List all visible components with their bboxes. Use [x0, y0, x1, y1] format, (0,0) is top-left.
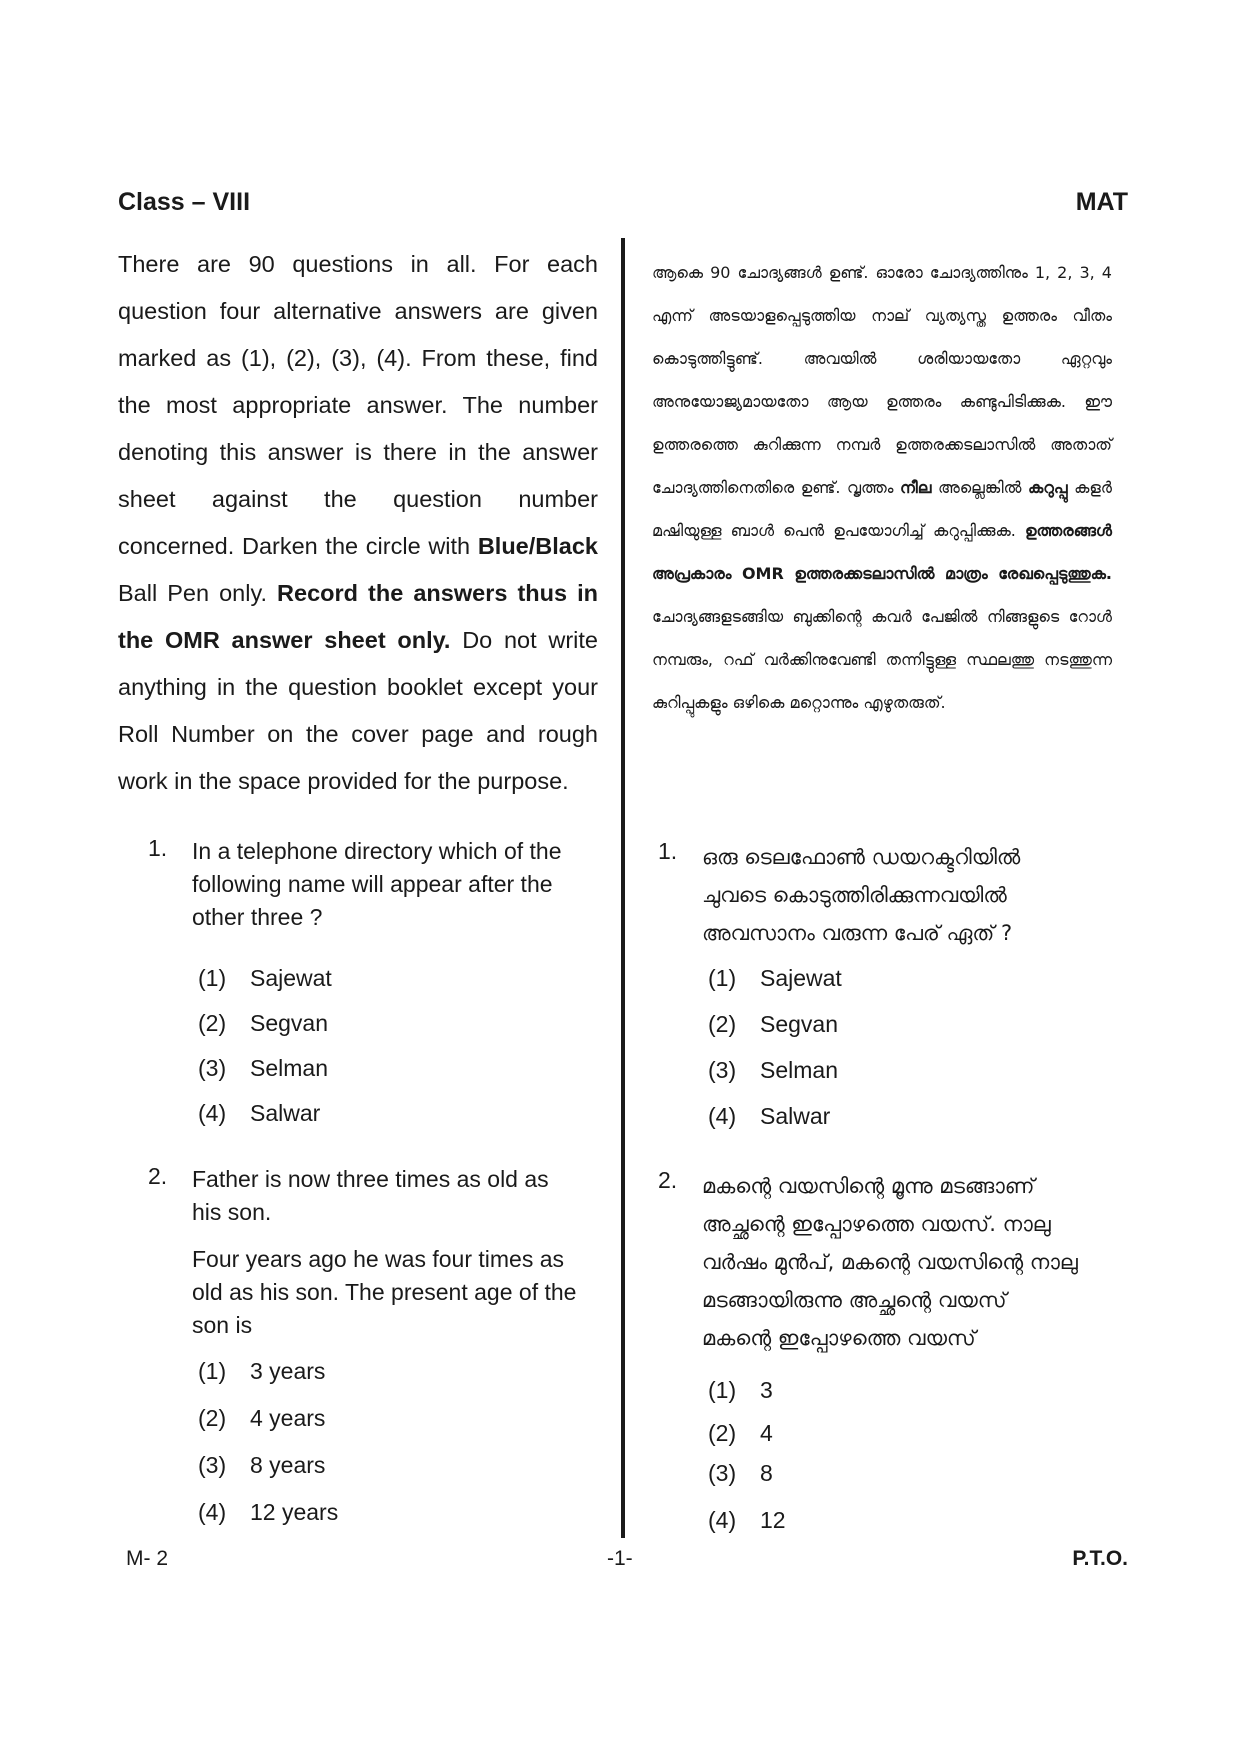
question-number: 1.	[148, 835, 168, 861]
option-2[interactable]: (2) 4	[708, 1420, 773, 1446]
option-2[interactable]: (2) Segvan	[198, 1010, 329, 1036]
question-text: In a telephone directory which of the following name will appear after the other three ?	[192, 838, 562, 930]
question-2-malayalam	[658, 1167, 1128, 1537]
option-3[interactable]: (3) 8 years	[198, 1452, 326, 1478]
option-1[interactable]: (1) 3	[708, 1377, 773, 1403]
option-3[interactable]: (3) Selman	[198, 1055, 328, 1081]
question-text: ഒരു ടെലഫോൺ ഡയറക്ടറിയിൽ ചുവടെ കൊടുത്തിരിക്കുന്നവയിൽ അവസാനം വരുന്ന പേര് ഏത് ?	[702, 845, 1021, 945]
option-3[interactable]: (3) 8	[708, 1460, 773, 1486]
subject-label: MAT	[1075, 188, 1128, 216]
page-number: -1-	[607, 1547, 633, 1570]
question-1-english	[148, 835, 598, 1135]
option-2[interactable]: (2) Segvan	[708, 1011, 839, 1037]
option-4[interactable]: (4) 12	[708, 1507, 786, 1533]
option-1[interactable]: (1) 3 years	[198, 1358, 326, 1384]
booklet-code: M- 2	[126, 1547, 168, 1570]
option-4[interactable]: (4) Salwar	[198, 1100, 321, 1126]
question-text: മകന്റെ വയസിന്റെ മൂന്നു മടങ്ങാണ് അച്ഛന്റെ ഇപ്പോഴത്തെ വയസ്. നാലു വർഷം മുൻപ്, മകന്റെ വയസിന്റെ നാലു മടങ്ങായിരുന്നു അച്ഛന്റെ വയസ് മകന്റെ ഇപ്പോഴത്തെ വയസ്	[702, 1174, 1078, 1350]
instructions-malayalam: ആകെ 90 ചോദ്യങ്ങൾ ഉണ്ട്. ഓരോ ചോദ്യത്തിനും 1, 2, 3, 4 എന്ന് അടയാളപ്പെടുത്തിയ നാല് വ്യത്യസ്ത ഉത്തരം വീതം കൊടുത്തിട്ടുണ്ട്. അവയിൽ ശരിയായതോ ഏറ്റവും അനുയോജ്യമായതോ ആയ ഉത്തരം കണ്ടുപിടിക്കുക. ഈ ഉത്തരത്തെ കുറിക്കുന്ന നമ്പർ ഉത്തരക്കടലാസിൽ അതാത് ചോദ്യത്തിനെതിരെ ഉണ്ട്. വൃത്തം നീല അല്ലെങ്കിൽ കറുപ്പു കളർ മഷിയുള്ള ബാൾ പെൻ ഉപയോഗിച്ച് കറുപ്പിക്കുക. ഉത്തരങ്ങൾ അപ്രകാരം OMR ഉത്തരക്കടലാസിൽ മാത്രം രേഖപ്പെടുത്തുക. ചോദ്യങ്ങളടങ്ങിയ ബുക്കിന്റെ കവർ പേജിൽ നിങ്ങളുടെ റോൾ നമ്പരും, റഫ് വർക്കിനുവേണ്ടി തന്നിട്ടുള്ള സ്ഥലത്തു നടത്തുന്ന കുറിപ്പുകളും ഒഴികെ മറ്റൊന്നും എഴുതരുത്.	[652, 263, 1112, 712]
question-number: 2.	[148, 1163, 168, 1189]
question-text: Father is now three times as old as his son. Four years ago he was four times as old as his son. The present age of the son is	[192, 1166, 577, 1338]
column-divider	[621, 238, 625, 1538]
pto-label: P.T.O.	[1072, 1547, 1128, 1570]
option-3[interactable]: (3) Selman	[708, 1057, 838, 1083]
question-number: 1.	[658, 838, 678, 864]
class-label: Class – VIII	[118, 188, 251, 216]
option-1[interactable]: (1) Sajewat	[708, 965, 842, 991]
instructions-english: There are 90 questions in all. For each question four alternative answers are given marked as (1), (2), (3), (4). From these, find the most appropriate answer. The number denoting this answer is there in the answer sheet against the question number concerned. Darken the circle with Blue/Black Ball Pen only. Record the answers thus in the OMR answer sheet only. Do not write anything in the question booklet except your Roll Number on the cover page and rough work in the space provided for the purpose.	[118, 251, 598, 794]
option-4[interactable]: (4) 12 years	[198, 1499, 339, 1525]
option-4[interactable]: (4) Salwar	[708, 1103, 831, 1129]
option-2[interactable]: (2) 4 years	[198, 1405, 326, 1431]
question-1-malayalam	[658, 838, 1128, 1138]
question-number: 2.	[658, 1167, 678, 1193]
option-1[interactable]: (1) Sajewat	[198, 965, 332, 991]
question-2-english	[148, 1163, 598, 1533]
